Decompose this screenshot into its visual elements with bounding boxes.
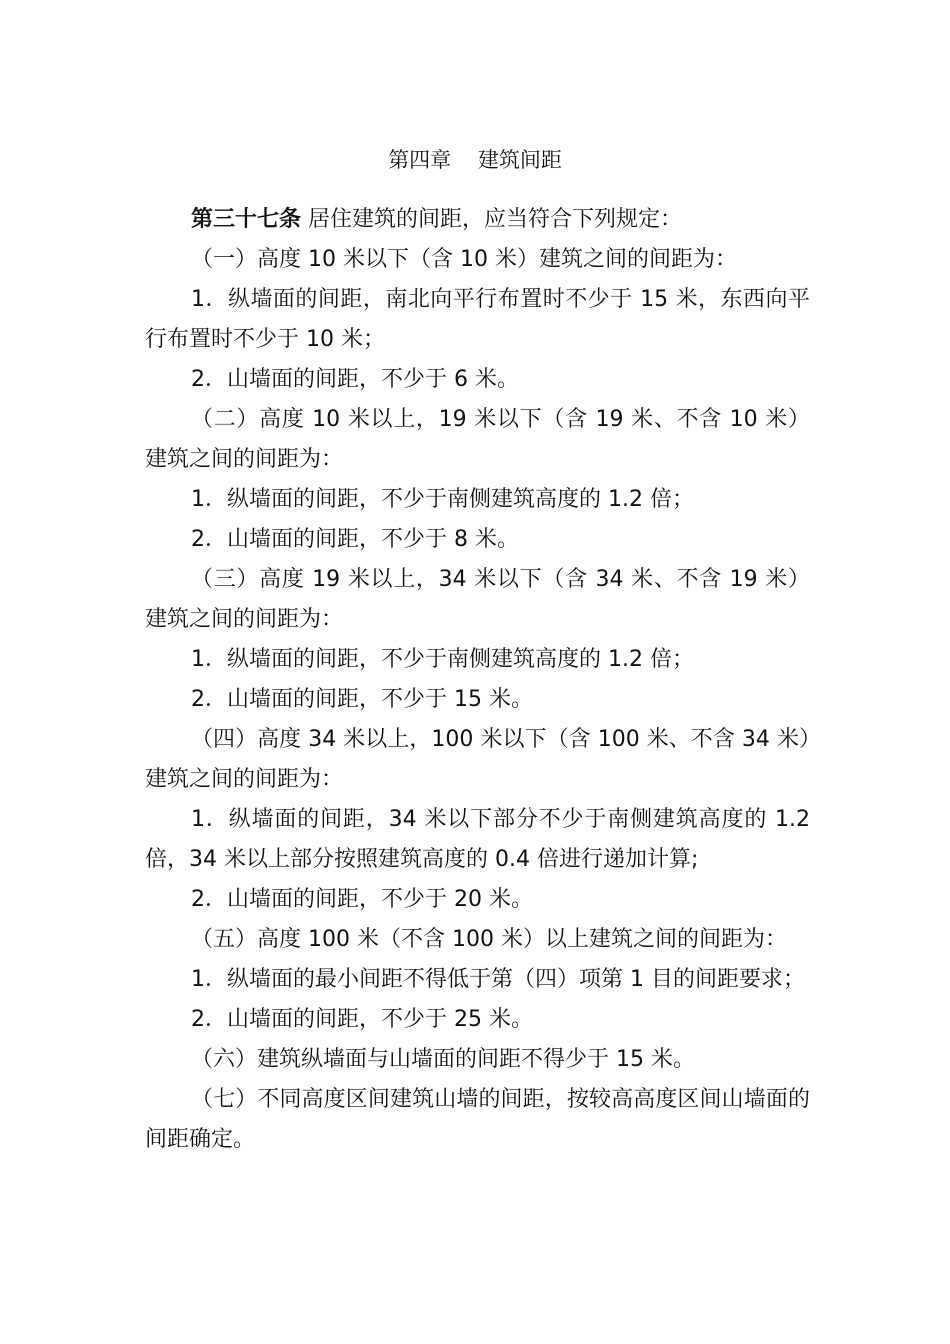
clause-1-item-1: 1．纵墙面的间距，南北向平行布置时不少于 15 米，东西向平行布置时不少于 10 米； bbox=[145, 287, 810, 352]
article-body bbox=[145, 200, 810, 1160]
clause-7: （七）不同高度区间建筑山墙的间距，按较高高度区间山墙面的间距确定。 bbox=[145, 1087, 810, 1152]
clause-4-item-2: 2．山墙面的间距，不少于 20 米。 bbox=[191, 887, 533, 912]
clause-2: （二）高度 10 米以上，19 米以下（含 19 米、不含 10 米）建筑之间的间距为： bbox=[145, 407, 810, 472]
clause-2-item-2: 2．山墙面的间距，不少于 8 米。 bbox=[191, 527, 519, 552]
clause-2-item-1: 1．纵墙面的间距，不少于南侧建筑高度的 1.2 倍； bbox=[191, 487, 694, 512]
clause-4: （四）高度 34 米以上，100 米以下（含 100 米、不含 34 米）建筑之间的间距为： bbox=[145, 727, 810, 792]
article-intro: 居住建筑的间距，应当符合下列规定： bbox=[301, 207, 683, 232]
article-label: 第三十七条 bbox=[191, 207, 302, 232]
article-heading bbox=[145, 200, 810, 240]
clause-1-item-2: 2．山墙面的间距，不少于 6 米。 bbox=[191, 367, 519, 392]
clause-5: （五）高度 100 米（不含 100 米）以上建筑之间的间距为： bbox=[191, 927, 787, 952]
clause-3-item-1: 1．纵墙面的间距，不少于南侧建筑高度的 1.2 倍； bbox=[191, 647, 694, 672]
clause-5-item-2: 2．山墙面的间距，不少于 25 米。 bbox=[191, 1007, 533, 1032]
clause-4-item-1: 1．纵墙面的间距，34 米以下部分不少于南侧建筑高度的 1.2 倍，34 米以上部分按照建筑高度的 0.4 倍进行递加计算; bbox=[145, 807, 810, 872]
clause-3-item-2: 2．山墙面的间距，不少于 15 米。 bbox=[191, 687, 533, 712]
chapter-title: 第四章 建筑间距 bbox=[388, 148, 562, 172]
clause-5-item-1: 1．纵墙面的最小间距不得低于第（四）项第 1 目的间距要求； bbox=[191, 967, 805, 992]
clause-3: （三）高度 19 米以上，34 米以下（含 34 米、不含 19 米）建筑之间的间距为： bbox=[145, 567, 810, 632]
clause-1: （一）高度 10 米以下（含 10 米）建筑之间的间距为： bbox=[191, 247, 737, 272]
clause-6: （六）建筑纵墙面与山墙面的间距不得少于 15 米。 bbox=[191, 1047, 695, 1072]
